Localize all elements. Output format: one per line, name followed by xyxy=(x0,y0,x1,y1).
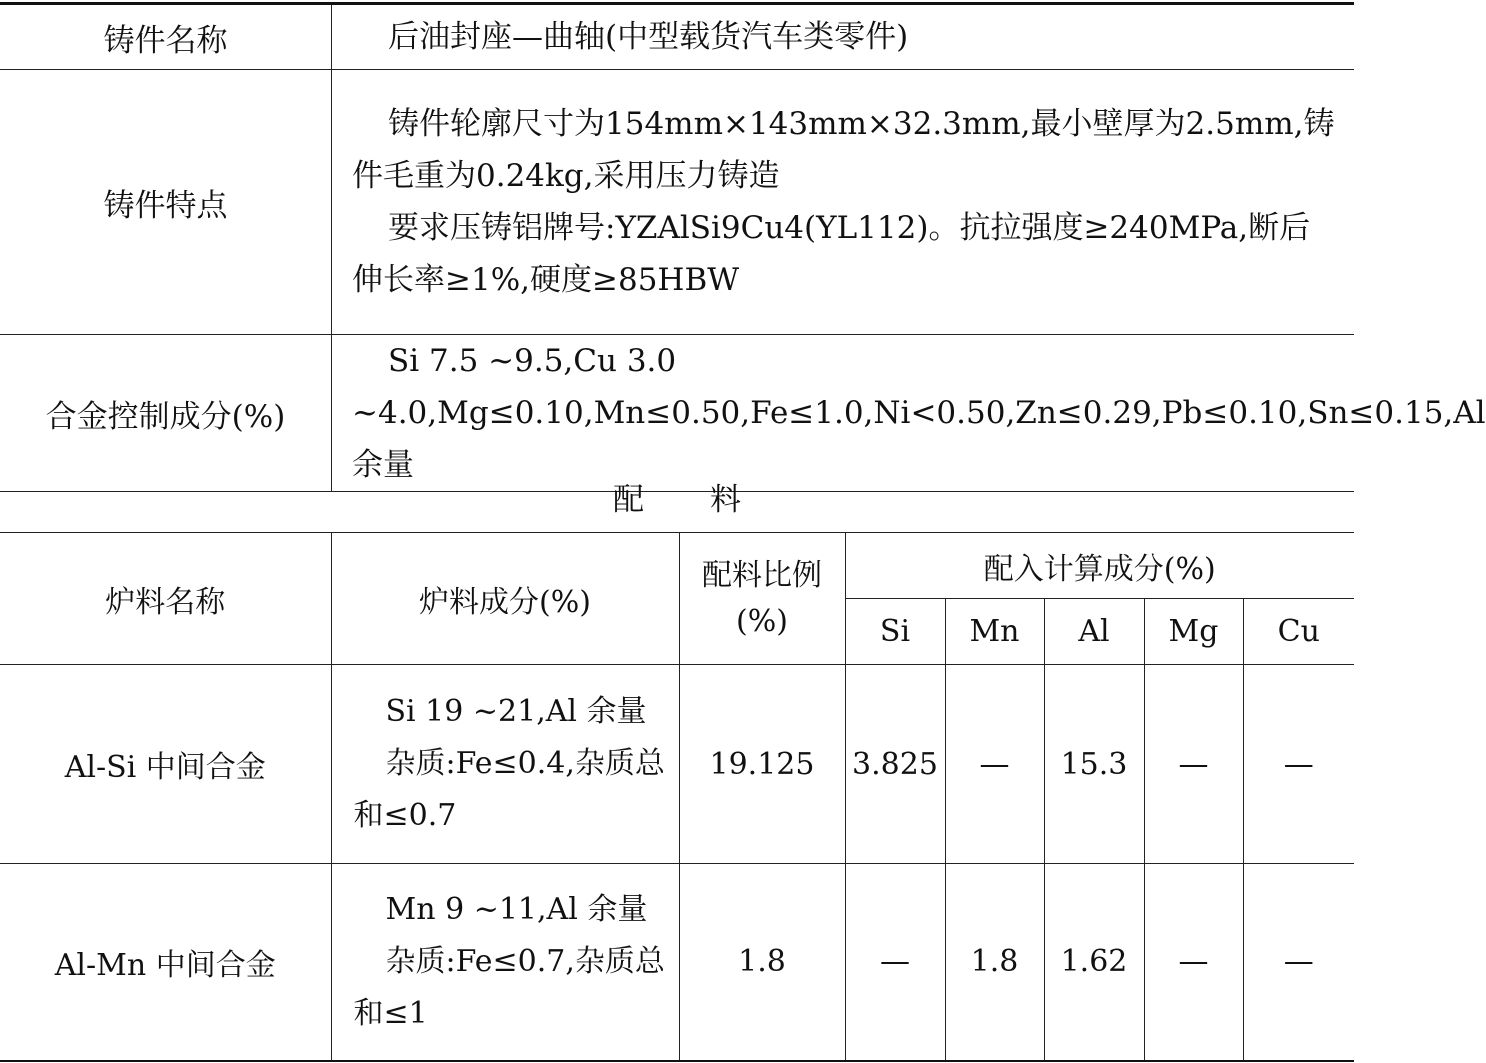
calc-mg: — xyxy=(1144,864,1243,1061)
material-composition xyxy=(331,665,679,864)
calc-mn: 1.8 xyxy=(945,864,1044,1061)
section-title: 配料 xyxy=(613,482,807,518)
composition-line: Si 19 ~21,Al 余量 xyxy=(385,694,647,729)
calc-cu: — xyxy=(1243,864,1354,1061)
header-element-si: Si xyxy=(845,599,945,665)
header-material-composition: 炉料成分(%) xyxy=(331,533,679,665)
material-composition xyxy=(331,864,679,1061)
casting-features-value xyxy=(332,70,1355,335)
table-row xyxy=(0,665,1354,864)
charge-ratio: 1.8 xyxy=(679,864,845,1061)
header-row xyxy=(0,533,1354,599)
composition-impurities: 杂质:Fe≤0.4,杂质总和≤0.7 xyxy=(353,746,665,833)
header-charge-ratio: 配料比例(%) xyxy=(679,533,845,665)
calc-al: 1.62 xyxy=(1044,864,1144,1061)
header-element-cu: Cu xyxy=(1243,599,1354,665)
material-name: Al-Si 中间合金 xyxy=(0,665,331,864)
calc-mn: — xyxy=(945,665,1044,864)
alloy-composition-label: 合金控制成分(%) xyxy=(0,335,332,492)
casting-name-label: 铸件名称 xyxy=(0,4,332,70)
calc-cu: — xyxy=(1243,665,1354,864)
casting-features-label: 铸件特点 xyxy=(0,70,332,335)
calc-si: 3.825 xyxy=(845,665,945,864)
casting-info-table xyxy=(0,2,1486,492)
alloy-composition-text: Si 7.5 ~9.5,Cu 3.0 ~4.0,Mg≤0.10,Mn≤0.50,Fe≤1.0,Ni<0.50,Zn≤0.29,Pb≤0.10,Sn≤0.15,Al 余量 xyxy=(352,343,1486,483)
composition-impurities: 杂质:Fe≤0.7,杂质总和≤1 xyxy=(353,943,665,1031)
header-element-mn: Mn xyxy=(945,599,1044,665)
table-row xyxy=(0,70,1354,335)
casting-features-para-1: 铸件轮廓尺寸为154mm×143mm×32.3mm,最小壁厚为2.5mm,铸件毛重为0.24kg,采用压力铸造 xyxy=(352,106,1335,194)
charge-ratio: 19.125 xyxy=(679,665,845,864)
table-row xyxy=(0,864,1354,1061)
calc-mg: — xyxy=(1144,665,1243,864)
casting-name-value: 后油封座—曲轴(中型载货汽车类零件) xyxy=(332,4,1355,70)
header-calculated-composition: 配入计算成分(%) xyxy=(845,533,1354,599)
casting-features-para-2: 要求压铸铝牌号:YZAlSi9Cu4(YL112)。抗拉强度≥240MPa,断后伸长率≥1%,硬度≥85HBW xyxy=(352,210,1311,298)
table-row xyxy=(0,4,1354,70)
calc-si: — xyxy=(845,864,945,1061)
header-material-name: 炉料名称 xyxy=(0,533,331,665)
material-name: Al-Mn 中间合金 xyxy=(0,864,331,1061)
charge-materials-table xyxy=(0,532,1354,1062)
composition-line: Mn 9 ~11,Al 余量 xyxy=(385,891,648,927)
calc-al: 15.3 xyxy=(1044,665,1144,864)
header-element-al: Al xyxy=(1044,599,1144,665)
header-element-mg: Mg xyxy=(1144,599,1243,665)
